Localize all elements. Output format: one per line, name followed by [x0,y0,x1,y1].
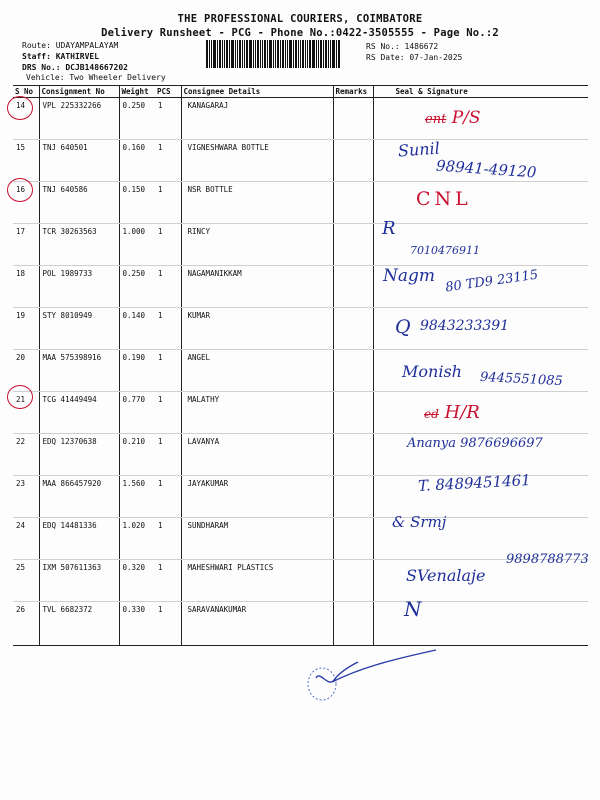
cell-sno: 18 [13,266,39,308]
handwritten-note-row14: ent P/S [425,108,481,128]
signature-row19: Q [395,316,411,338]
cell-weight: 0.770 [119,392,155,434]
cell-consignment-no: TCG 41449494 [39,392,119,434]
cell-sno: 14 [13,98,39,140]
cell-sno: 16 [13,182,39,224]
cell-weight: 0.250 [119,266,155,308]
red-circle-mark [7,96,33,120]
table-row [13,98,588,140]
cell-seal-signature [373,308,588,350]
table-row [13,518,588,560]
table-row [13,476,588,518]
handwritten-phone-row20: 9445551085 [479,369,564,390]
table-row [13,308,588,350]
cell-sno: 25 [13,560,39,602]
cell-sno: 17 [13,224,39,266]
cell-seal-signature [373,434,588,476]
cell-consignment-no: EDQ 12370638 [39,434,119,476]
handwritten-note-row18: 80 TD9 23115 [444,267,540,296]
table-row [13,560,588,602]
cell-seal-signature [373,392,588,434]
cell-weight: 0.140 [119,308,155,350]
cell-remarks [333,224,373,266]
cell-sno: 19 [13,308,39,350]
handwritten-phone-row25: 9898788773 [506,552,589,567]
company-title: THE PROFESSIONAL COURIERS, COIMBATORE [177,13,423,25]
cell-sno: 15 [13,140,39,182]
red-circle-mark [7,178,33,202]
table-row [13,182,588,224]
runsheet-table [13,85,588,646]
cell-weight: 0.150 [119,182,155,224]
cell-consignment-no: TCR 30263563 [39,224,119,266]
cell-consignment-no: TVL 6682372 [39,602,119,646]
cell-consignment-no: EDQ 14481336 [39,518,119,560]
cell-weight: 0.160 [119,140,155,182]
cell-pcs: 1 [155,98,181,140]
signature-row24: & Srmj [392,513,447,531]
runsheet-subtitle: Delivery Runsheet - PCG - Phone No.:0422-3505555 - Page No.:2 [101,27,499,39]
cell-consignee: MALATHY [181,392,333,434]
cell-seal-signature [373,224,588,266]
cell-remarks [333,140,373,182]
cell-pcs: 1 [155,518,181,560]
rs-number: RS No.: 1486672 [366,42,439,51]
cell-consignee: NSR BOTTLE [181,182,333,224]
cell-pcs: 1 [155,182,181,224]
cell-consignment-no: TNJ 640501 [39,140,119,182]
cell-consignee: KUMAR [181,308,333,350]
table-row [13,392,588,434]
cell-consignment-no: IXM 507611363 [39,560,119,602]
vehicle-label: Vehicle: Two Wheeler Delivery [26,73,166,82]
table-header-row [13,86,588,98]
cell-pcs: 1 [155,224,181,266]
cell-remarks [333,182,373,224]
cell-consignment-no: STY 8010949 [39,308,119,350]
handwritten-name-row15: Sunil [397,138,441,161]
col-remarks: Remarks [333,86,373,98]
cell-consignee: JAYAKUMAR [181,476,333,518]
signature-row17: R [382,218,396,239]
cell-weight: 0.250 [119,98,155,140]
cell-seal-signature [373,140,588,182]
cell-pcs: 1 [155,476,181,518]
cell-pcs: 1 [155,560,181,602]
cell-remarks [333,602,373,646]
cell-weight: 1.000 [119,224,155,266]
handwritten-phone-row19: 9843233391 [420,318,510,334]
cell-pcs: 1 [155,350,181,392]
cell-consignment-no: VPL 225332266 [39,98,119,140]
col-consignee: Consignee Details [181,86,333,98]
route-label: Route: UDAYAMPALAYAM [22,41,119,50]
cell-sno: 23 [13,476,39,518]
col-seal: Seal & Signature [373,86,588,98]
signature-row18: Nagm [383,266,436,286]
red-circle-mark [7,385,33,409]
cell-sno: 21 [13,392,39,434]
barcode [206,40,356,68]
rs-date: RS Date: 07-Jan-2025 [366,53,463,62]
cell-remarks [333,560,373,602]
cell-pcs: 1 [155,602,181,646]
cell-weight: 0.330 [119,602,155,646]
table-row [13,224,588,266]
cell-weight: 1.560 [119,476,155,518]
cell-seal-signature [373,350,588,392]
cell-seal-signature [373,518,588,560]
cell-remarks [333,476,373,518]
handwritten-note-row21: ed H/R [424,402,480,423]
cell-seal-signature [373,266,588,308]
table-row [13,140,588,182]
signature-row20: Monish [402,362,462,381]
cell-consignment-no: MAA 575398916 [39,350,119,392]
staff-label: Staff: KATHIRVEL [22,52,100,61]
cell-seal-signature [373,182,588,224]
cell-consignee: NAGAMANIKKAM [181,266,333,308]
cell-consignee: ANGEL [181,350,333,392]
cell-weight: 0.320 [119,560,155,602]
cell-remarks [333,434,373,476]
cell-pcs: 1 [155,392,181,434]
cell-sno: 22 [13,434,39,476]
signature-row26: N [404,597,422,621]
col-weight: Weight [119,86,155,98]
table-row [13,350,588,392]
cell-seal-signature [373,560,588,602]
signature-row25: SVenalaje [406,566,486,585]
cell-sno: 20 [13,350,39,392]
cell-weight: 0.190 [119,350,155,392]
cell-seal-signature [373,476,588,518]
cell-consignee: SUNDHARAM [181,518,333,560]
table-row [13,434,588,476]
col-sno: S No [13,86,39,98]
cell-remarks [333,98,373,140]
cell-consignment-no: POL 1989733 [39,266,119,308]
cell-consignee: KANAGARAJ [181,98,333,140]
col-consignment: Consignment No [39,86,119,98]
cell-pcs: 1 [155,266,181,308]
cell-remarks [333,308,373,350]
cell-consignee: MAHESHWARI PLASTICS [181,560,333,602]
cell-consignee: RINCY [181,224,333,266]
cell-weight: 0.210 [119,434,155,476]
cell-remarks [333,518,373,560]
cell-pcs: 1 [155,308,181,350]
cell-pcs: 1 [155,434,181,476]
table-row [13,266,588,308]
drs-number: DRS No.: DCJB148667202 [22,63,128,72]
cell-remarks [333,266,373,308]
cell-seal-signature [373,98,588,140]
signature-stroke-icon [330,646,440,686]
cell-sno: 26 [13,602,39,646]
cell-sno: 24 [13,518,39,560]
cell-seal-signature [373,602,588,646]
cell-remarks [333,392,373,434]
cell-consignee: SARAVANAKUMAR [181,602,333,646]
col-pcs: PCS [155,86,181,98]
handwritten-phone-row17: 7010476911 [410,244,480,257]
cell-pcs: 1 [155,140,181,182]
cell-consignee: LAVANYA [181,434,333,476]
handwritten-note-row22: Ananya 9876696697 [407,436,543,451]
handwritten-note-row16: CNL [416,188,472,210]
cell-consignee: VIGNESHWARA BOTTLE [181,140,333,182]
handwritten-phone-row15: 98941-49120 [435,156,538,182]
cell-remarks [333,350,373,392]
cell-consignment-no: TNJ 640586 [39,182,119,224]
handwritten-note-row23: T. 8489451461 [417,471,532,495]
table-row [13,602,588,646]
cell-consignment-no: MAA 866457920 [39,476,119,518]
cell-weight: 1.020 [119,518,155,560]
